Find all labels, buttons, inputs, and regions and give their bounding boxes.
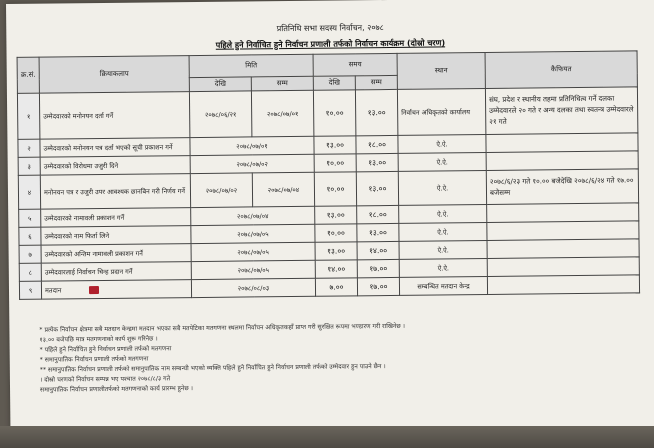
- background-surface: [0, 426, 654, 448]
- footnotes: [39, 319, 640, 395]
- row-time-from: १३.००: [314, 136, 356, 154]
- row-time-to: १३.००: [356, 171, 398, 205]
- row-date: २०७८/०७/०५: [191, 260, 315, 279]
- footnote: * पहिले हुने निर्वाचित हुने निर्वाचन प्रणाली तर्फको मतगणना: [39, 345, 172, 354]
- header-time-from: देखि: [313, 76, 355, 90]
- row-date: २०७८/०७/०१: [190, 136, 314, 155]
- row-time-from: १०.००: [313, 90, 355, 136]
- row-sn: ३: [18, 157, 40, 175]
- row-time-to: १३.००: [356, 153, 398, 171]
- row-date: २०७८/०८/०३: [191, 278, 315, 297]
- footnote: १३.०० बजेपछि मात्र मतगणनाको कार्य शुरू गरिनेछ ।: [39, 335, 158, 344]
- table-row: [17, 87, 637, 139]
- row-remarks: [487, 239, 639, 259]
- header-place: स्थान: [397, 52, 485, 89]
- row-place: सम्बन्धित मतदान केन्द्र: [399, 276, 487, 295]
- row-remarks: [487, 257, 639, 277]
- row-place: ऐ.ऐ.: [398, 134, 486, 153]
- document-title: प्रतिनिधि सभा सदस्य निर्वाचन, २०७८: [276, 23, 384, 34]
- row-place: ऐ.ऐ.: [399, 240, 487, 259]
- row-time-from: १३.००: [315, 206, 357, 224]
- row-sn: ८: [19, 263, 41, 281]
- row-activity: उम्मेदवारको मनोनयन दर्ता गर्ने: [39, 92, 189, 140]
- row-remarks: [487, 275, 639, 295]
- header-sn: क्र.सं.: [17, 57, 39, 93]
- row-place: ऐ.ऐ.: [399, 222, 487, 241]
- row-activity: उम्मेदवारको अन्तिम नामावली प्रकाशन गर्ने: [41, 244, 191, 264]
- row-time-to: १८.००: [356, 135, 398, 153]
- row-time-to: १७.००: [357, 277, 399, 295]
- row-remarks: [486, 151, 638, 171]
- row-time-to: १३.००: [357, 223, 399, 241]
- row-date: २०७८/०७/०४: [191, 206, 315, 225]
- row-time-from: १३.००: [315, 242, 357, 260]
- row-remarks: [487, 221, 639, 241]
- row-remarks: [486, 133, 638, 153]
- header-remarks: कैफियत: [485, 51, 637, 89]
- row-time-to: १७.००: [357, 259, 399, 277]
- row-time-from: १०.००: [314, 154, 356, 172]
- row-date: २०७८/०७/०२: [190, 154, 314, 173]
- footnote: * समानुपातिक निर्वाचन प्रणाली तर्फको मतगणना: [39, 355, 149, 364]
- nepal-flag-icon: [89, 286, 99, 294]
- footnote: समानुपातिक निर्वाचन प्रणालीतर्फको मतगणनाको कार्य प्रारम्भ हुनेछ ।: [40, 385, 194, 394]
- row-sn: ७: [19, 245, 41, 263]
- row-place: ऐ.ऐ.: [399, 258, 487, 277]
- row-place: ऐ.ऐ.: [399, 204, 487, 223]
- header-date-to: सम्म: [251, 76, 313, 91]
- row-remarks: २०७८/६/२३ गते १०.०० बजेदेखि २०७८/६/२४ गते १७.०० बजेसम्म: [486, 169, 638, 205]
- row-date-from: २०७८/०७/०२: [190, 173, 252, 208]
- schedule-table: [17, 50, 641, 299]
- row-time-from: १०.००: [314, 172, 356, 206]
- header-activity: क्रियाकलाप: [39, 56, 189, 94]
- row-activity: उम्मेदवारलाई निर्वाचन चिन्ह प्रदान गर्ने: [41, 262, 191, 282]
- row-time-from: ७.००: [315, 278, 357, 296]
- row-place: ऐ.ऐ.: [398, 152, 486, 171]
- row-sn: ९: [19, 281, 41, 299]
- row-sn: ५: [19, 209, 41, 227]
- row-time-from: १४.००: [315, 260, 357, 278]
- row-place: निर्वाचन अधिकृतको कार्यालय: [397, 88, 485, 135]
- footnote: * प्रत्येक निर्वाचन क्षेत्रमा सबै मतदान केन्द्रमा मतदान भएका सबै मतपेटिका मतगणना स्थलमा निर्वाचन अधिकृतकहाँ प्राप्त गरी सुरक्षित रूपमा भण्डारण गरी राखिनेछ ।: [39, 322, 406, 334]
- header-time: समय: [313, 53, 397, 76]
- row-activity: मनोनयन पत्र र उजुरी उपर आवश्यक छानबिन गरी निर्णय गर्ने: [40, 174, 190, 210]
- document-subtitle: पहिले हुने निर्वाचित हुने निर्वाचन प्रणाली तर्फको निर्वाचन कार्यक्रम (दोस्रो चरण): [215, 38, 446, 50]
- row-place: ऐ.ऐ.: [398, 170, 486, 205]
- row-sn: २: [18, 139, 40, 157]
- row-date: २०७८/०७/०५: [191, 242, 315, 261]
- row-time-to: १४.००: [357, 241, 399, 259]
- row-activity: उम्मेदवारको विरोधमा उजुरी दिने: [40, 156, 190, 176]
- row-activity: उम्मेदवारको मनोनयन पत्र दर्ता भएको सूची प्रकाशन गर्ने: [40, 138, 190, 158]
- row-date-to: २०७८/०७/०१: [251, 90, 313, 137]
- row-sn: १: [17, 93, 39, 139]
- footnote: ** समानुपातिक निर्वाचन प्रणाली तर्फको समानुपातिक नाम सम्बन्धी भएको व्यक्ति पहिले हुने निर्वाचित हुने निर्वाचन प्रणाली तर्फको उम्मेदवार हुन पाउने छैन ।: [39, 363, 386, 374]
- row-date: २०७८/०७/०५: [191, 224, 315, 243]
- row-sn: ४: [18, 175, 40, 209]
- row-activity: मतदान: [44, 286, 62, 295]
- row-time-from: १०.००: [315, 224, 357, 242]
- row-activity: उम्मेदवारको नाम फिर्ता लिने: [41, 226, 191, 246]
- row-sn: ६: [19, 227, 41, 245]
- header-date-from: देखि: [189, 77, 251, 92]
- row-time-to: १३.००: [355, 89, 397, 135]
- row-time-to: १८.००: [357, 205, 399, 223]
- header-time-to: सम्म: [355, 75, 397, 89]
- row-remarks: संघ, प्रदेश र स्थानीय तहमा प्रतिनिधित्व गर्ने दलका उम्मेदवारले २० गते र अन्य दलका तथा स्वतन्त्र उम्मेदवारले २१ गते: [485, 87, 637, 135]
- row-activity: उम्मेदवारको नामावली प्रकाशन गर्ने: [41, 208, 191, 228]
- footnote: । दोस्रो चरणको निर्वाचन सम्पन्न भए पश्चात २०७८/८/३ गते: [39, 375, 171, 384]
- row-date-from: २०७८/०६/२१: [189, 91, 251, 138]
- row-date-to: २०७८/०७/०४: [252, 172, 314, 207]
- header-date: मिति: [189, 54, 313, 77]
- notice-paper: [6, 0, 654, 434]
- row-remarks: [487, 203, 639, 223]
